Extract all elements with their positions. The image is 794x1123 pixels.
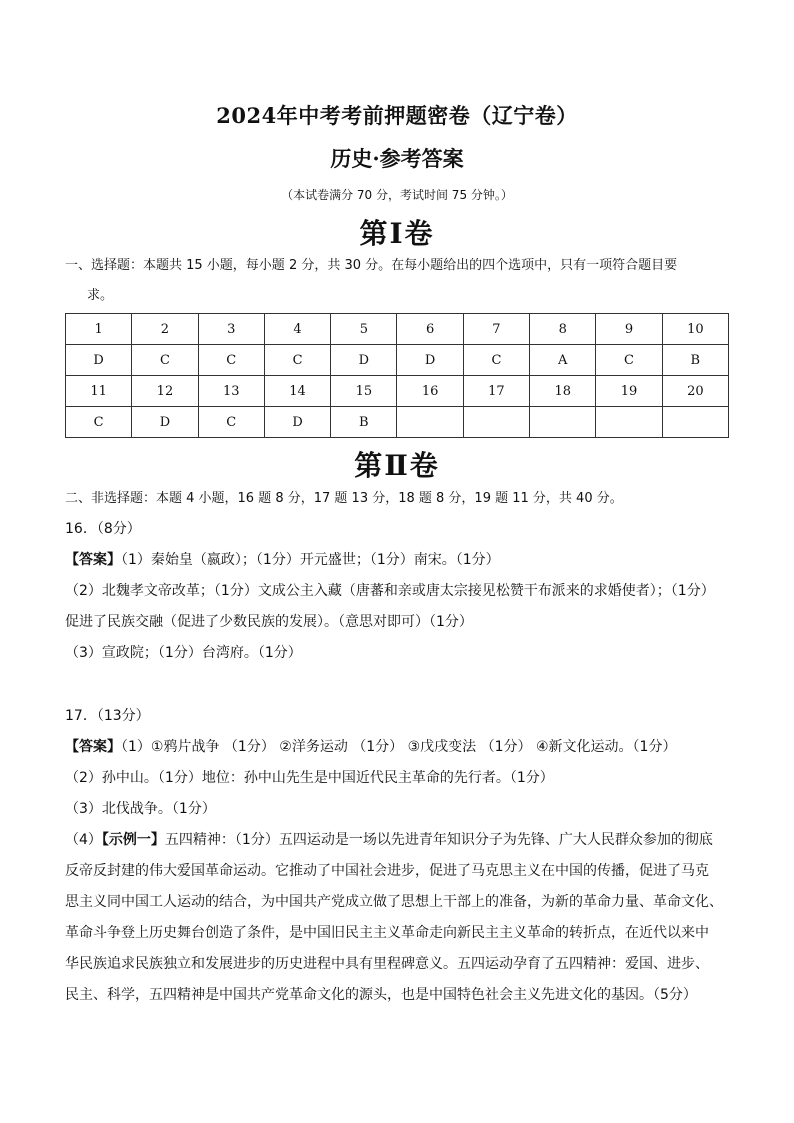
answer-table (65, 313, 729, 438)
table-cell (397, 407, 463, 438)
table-cell: 11 (66, 376, 132, 407)
answer-tag: 【答案】 (65, 739, 121, 755)
table-cell: D (132, 407, 198, 438)
table-cell: D (66, 345, 132, 376)
answer-line: 思主义同中国工人运动的结合，为中国共产党成立做了思想上干部上的准备，为新的革命力量、革命文化、 (65, 894, 723, 910)
page-subtitle: 历史·参考答案 (330, 146, 464, 171)
table-cell: 16 (397, 376, 463, 407)
table-cell: 4 (264, 314, 330, 345)
instruction-line: 求。 (87, 288, 114, 303)
answer-line: 促进了民族交融（促进了少数民族的发展）。（意思对即可）（1分） (65, 614, 473, 630)
answer-line: 反帝反封建的伟大爱国革命运动。它推动了中国社会进步，促进了马克思主义在中国的传播，促进了马克 (65, 863, 709, 879)
table-cell: B (662, 345, 728, 376)
answer-line: 革命斗争登上历史舞台创造了条件，是中国旧民主主义革命走向新民主主义革命的转折点，在近代以来中 (65, 925, 709, 941)
part1-heading: 第Ⅰ卷 (359, 217, 435, 250)
part1-instruction (65, 253, 735, 309)
table-cell: 3 (198, 314, 264, 345)
table-cell: A (530, 345, 596, 376)
table-cell (463, 407, 529, 438)
table-cell: C (198, 345, 264, 376)
table-row (66, 407, 729, 438)
answer-prefix: （4） (65, 832, 102, 848)
table-cell: 18 (530, 376, 596, 407)
table-row (66, 376, 729, 407)
answer-line: （2）孙中山。（1分）地位：孙中山先生是中国近代民主革命的先行者。（1分） (65, 770, 554, 786)
example-tag: 【示例一】 (101, 832, 165, 848)
answer-tag: 【答案】 (65, 552, 121, 568)
table-cell: C (463, 345, 529, 376)
table-cell: D (264, 407, 330, 438)
answer-line (65, 545, 735, 576)
exam-note: （本试卷满分 70 分，考试时间 75 分钟。） (281, 188, 513, 202)
table-cell: 20 (662, 376, 728, 407)
answer-line (65, 825, 735, 856)
table-cell: 6 (397, 314, 463, 345)
table-cell: C (198, 407, 264, 438)
answer-line: （3）北伐战争。（1分） (65, 801, 216, 817)
table-cell: 15 (331, 376, 397, 407)
question-number: 16．（8分） (65, 521, 141, 537)
table-cell: 12 (132, 376, 198, 407)
table-row (66, 345, 729, 376)
table-cell: 7 (463, 314, 529, 345)
table-cell: D (397, 345, 463, 376)
table-cell: C (132, 345, 198, 376)
table-cell: 10 (662, 314, 728, 345)
table-cell: 17 (463, 376, 529, 407)
answer-text: （1）秦始皇（嬴政）；（1分）开元盛世；（1分）南宋。（1分） (121, 552, 500, 568)
table-cell: D (331, 345, 397, 376)
table-cell: C (66, 407, 132, 438)
part2-heading: 第Ⅱ卷 (354, 449, 440, 482)
table-cell: 13 (198, 376, 264, 407)
answer-line: （3）宣政院；（1分）台湾府。（1分） (65, 645, 302, 661)
table-cell: 9 (596, 314, 662, 345)
table-cell: 1 (66, 314, 132, 345)
table-cell (530, 407, 596, 438)
instruction-line: 一、选择题：本题共 15 小题，每小题 2 分，共 30 分。在每小题给出的四个选项中，只有一项符合题目要 (65, 258, 678, 273)
table-cell: 19 (596, 376, 662, 407)
question-16 (65, 514, 735, 669)
table-cell (596, 407, 662, 438)
table-cell: 2 (132, 314, 198, 345)
table-cell: C (264, 345, 330, 376)
answer-line: 民主、科学，五四精神是中国共产党革命文化的源头，也是中国特色社会主义先进文化的基因。（5分） (65, 987, 697, 1003)
answer-text: （1）①鸦片战争 （1分） ②洋务运动 （1分） ③戊戌变法 （1分） ④新文化运动。（1分） (121, 739, 677, 755)
table-cell (662, 407, 728, 438)
table-cell: 8 (530, 314, 596, 345)
question-17 (65, 701, 735, 1011)
answer-line (65, 732, 735, 763)
table-row (66, 314, 729, 345)
part2-instruction: 二、非选择题：本题 4 小题，16 题 8 分，17 题 13 分，18 题 8 分，19 题 11 分，共 40 分。 (65, 491, 623, 506)
page-title: 2024年中考考前押题密卷（辽宁卷） (216, 103, 578, 128)
answer-line: 华民族追求民族独立和发展进步的历史进程中具有里程碑意义。五四运动孕育了五四精神：爱国、进步、 (65, 956, 709, 972)
answer-text: 五四精神：（1分）五四运动是一场以先进青年知识分子为先锋、广大人民群众参加的彻底 (164, 832, 713, 848)
question-number: 17．（13分） (65, 708, 150, 724)
table-cell: B (331, 407, 397, 438)
table-cell: 14 (264, 376, 330, 407)
table-cell: 5 (331, 314, 397, 345)
table-cell: C (596, 345, 662, 376)
answer-line: （2）北魏孝文帝改革；（1分）文成公主入藏（唐蕃和亲或唐太宗接见松赞干布派来的求婚使者）；（1分） (65, 583, 715, 599)
